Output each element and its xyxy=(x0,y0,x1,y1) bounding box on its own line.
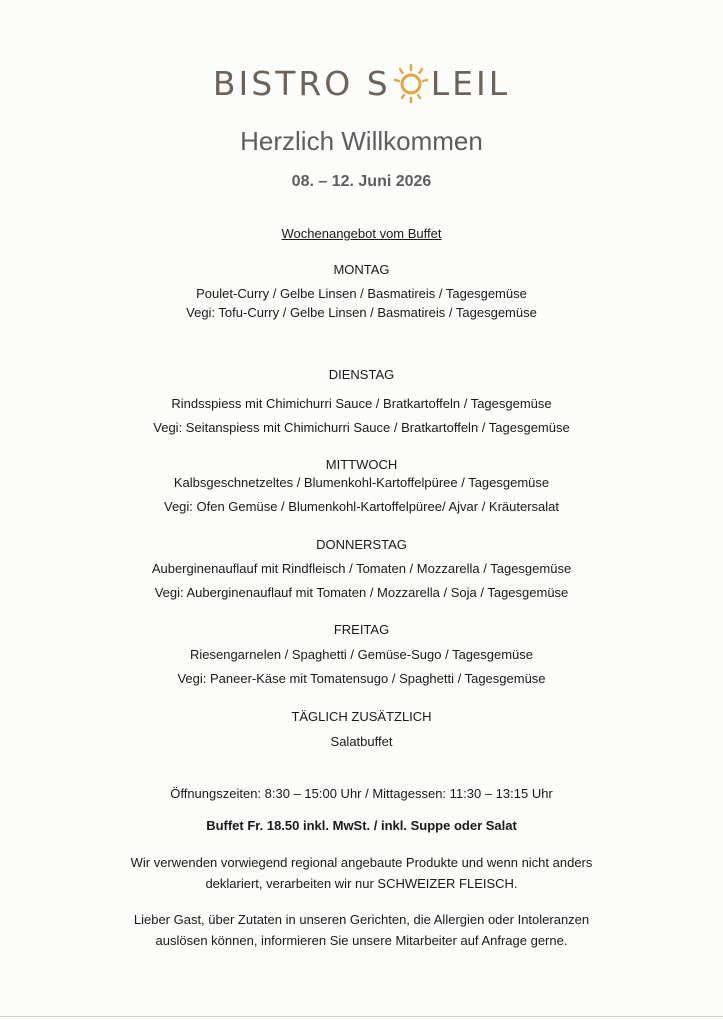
buffet-price: Buffet Fr. 18.50 inkl. MwSt. / inkl. Suppe oder Salat xyxy=(206,818,517,833)
sun-icon xyxy=(392,62,430,104)
regional-note: Wir verwenden vorwiegend regional angebaute Produkte und wenn nicht anders deklariert, verarbeiten wir nur SCHWEIZER FLEISCH. xyxy=(130,855,593,891)
dish-wednesday-vegi: Vegi: Ofen Gemüse / Blumenkohl-Kartoffelpüree/ Ajvar / Kräutersalat xyxy=(163,499,560,514)
logo-text-left: BISTRO S xyxy=(212,63,391,103)
dish-monday-meat: Poulet-Curry / Gelbe Linsen / Basmatireis / Tagesgemüse xyxy=(196,286,527,301)
dish-friday-meat: Riesengarnelen / Spaghetti / Gemüse-Sugo / Tagesgemüse xyxy=(189,647,534,662)
dish-thursday-vegi: Vegi: Auberginenauflauf mit Tomaten / Mozzarella / Soja / Tagesgemüse xyxy=(154,585,569,600)
dish-monday-vegi: Vegi: Tofu-Curry / Gelbe Linsen / Basmatireis / Tagesgemüse xyxy=(186,305,537,320)
welcome-heading: Herzlich Willkommen xyxy=(240,126,483,156)
buffet-section-title: Wochenangebot vom Buffet xyxy=(281,226,442,241)
bistro-logo xyxy=(0,62,723,104)
dish-friday-vegi: Vegi: Paneer-Käse mit Tomatensugo / Spaghetti / Tagesgemüse xyxy=(177,671,546,686)
day-title-tuesday: DIENSTAG xyxy=(328,367,395,382)
day-title-daily-extra: TÄGLICH ZUSÄTZLICH xyxy=(291,709,432,724)
dish-thursday-meat: Auberginenauflauf mit Rindfleisch / Tomaten / Mozzarella / Tagesgemüse xyxy=(151,561,572,576)
allergy-note: Lieber Gast, über Zutaten in unseren Gerichten, die Allergien oder Intoleranzen auslösen können, informieren Sie unsere Mitarbeiter auf Anfrage gerne. xyxy=(133,912,590,948)
opening-hours: Öffnungszeiten: 8:30 – 15:00 Uhr / Mittagessen: 11:30 – 13:15 Uhr xyxy=(170,786,553,801)
day-title-friday: FREITAG xyxy=(333,622,390,637)
day-title-thursday: DONNERSTAG xyxy=(316,537,407,552)
dish-daily-salad: Salatbuffet xyxy=(330,734,393,749)
day-title-monday: MONTAG xyxy=(333,262,390,277)
dish-tuesday-vegi: Vegi: Seitanspiess mit Chimichurri Sauce / Bratkartoffeln / Tagesgemüse xyxy=(153,420,570,435)
day-title-wednesday: MITTWOCH xyxy=(325,457,398,472)
dish-tuesday-meat: Rindsspiess mit Chimichurri Sauce / Bratkartoffeln / Tagesgemüse xyxy=(171,396,552,411)
logo-text-right: LEIL xyxy=(430,63,511,103)
page-edge-line xyxy=(0,1016,723,1017)
week-dates: 08. – 12. Juni 2026 xyxy=(291,173,432,190)
dish-wednesday-meat: Kalbsgeschnetzeltes / Blumenkohl-Kartoffelpüree / Tagesgemüse xyxy=(173,475,550,490)
